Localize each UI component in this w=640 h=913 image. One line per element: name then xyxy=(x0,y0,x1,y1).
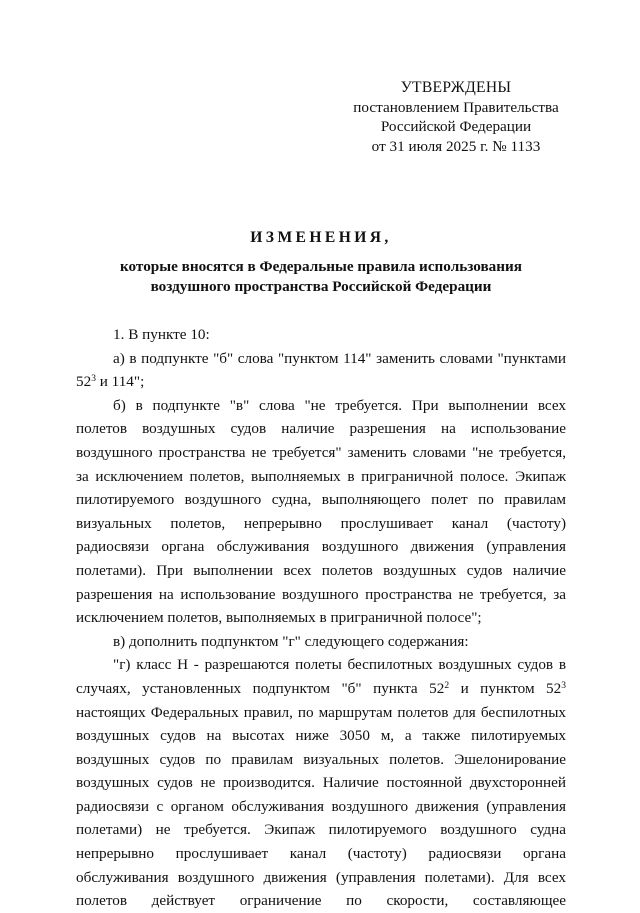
document-subtitle xyxy=(76,257,566,296)
paragraph-5-superscript-2: 3 xyxy=(561,680,566,691)
approval-line-1: постановлением Правительства xyxy=(353,98,559,116)
document-subtitle-line-1: которые вносятся в Федеральные правила использования xyxy=(119,258,522,275)
paragraph-2-superscript: 3 xyxy=(91,374,96,385)
document-subtitle-line-2: воздушного пространства Российской Федерации xyxy=(150,277,492,295)
paragraph-2 xyxy=(76,347,566,394)
paragraph-2-text-a: а) в подпункте "б" слова "пунктом 114" заменить словами "пунктами 52 xyxy=(76,349,566,391)
paragraph-4-text: в) дополнить подпунктом "г" следующего содержания: xyxy=(113,632,469,650)
paragraph-3 xyxy=(76,394,566,630)
approval-title: УТВЕРЖДЕНЫ xyxy=(400,79,512,96)
paragraph-5-text-c: настоящих Федеральных правил, по маршрутам полетов для беспилотных воздушных судов на высотах ниже 3050 м, а также пилотируемых воздушных судов по правилам визуальных полетов. Эшелонирование воздушных судов не производится. Наличие постоянной двухсторонней радиосвязи с органом обслуживания воздушного движения (управления полетами) не требуется. Экипаж пилотируемого воздушного судна непрерывно прослушивает канал (частоту) радиосвязи органа обслуживания воздушного движения (управления полетами). Для всех полетов действует ограничение по скорости, составляющее xyxy=(76,703,566,910)
approval-line-3: от 31 июля 2025 г. № 1133 xyxy=(371,137,541,155)
document-heading xyxy=(76,228,566,296)
document-body xyxy=(76,323,566,913)
paragraph-2-text-b: и 114"; xyxy=(95,373,145,391)
paragraph-1 xyxy=(76,323,566,347)
paragraph-1-text: 1. В пункте 10: xyxy=(113,326,210,343)
paragraph-5-text-a: "г) класс H - разрешаются полеты беспилотных воздушных судов в случаях, установленных подпунктом "б" пункта 52 xyxy=(76,656,566,697)
paragraph-5 xyxy=(76,653,566,913)
approval-stamp xyxy=(330,78,582,156)
paragraph-4 xyxy=(76,630,566,654)
paragraph-5-text-b: и пунктом 52 xyxy=(449,679,562,697)
approval-line-2: Российской Федерации xyxy=(380,118,532,136)
paragraph-5-superscript-1: 2 xyxy=(444,680,450,691)
paragraph-3-text: б) в подпункте "в" слова "не требуется. При выполнении всех полетов воздушных судов наличие разрешения на использование воздушного пространства не требуется" заменить словами "не требуется, за исключением полетов, выполняемых в приграничной полосе. Экипаж пилотируемого воздушного судна, выполняющего полет по правилам визуальных полетов, непрерывно прослушивает канал (частоту) радиосвязи органа обслуживания воздушного движения (управления полетами). При выполнении всех полетов воздушных судов наличие разрешения на использование воздушного пространства не требуется, за исключением полетов, выполняемых в приграничной полосе"; xyxy=(76,396,566,627)
document-title: ИЗМЕНЕНИЯ, xyxy=(250,229,392,246)
